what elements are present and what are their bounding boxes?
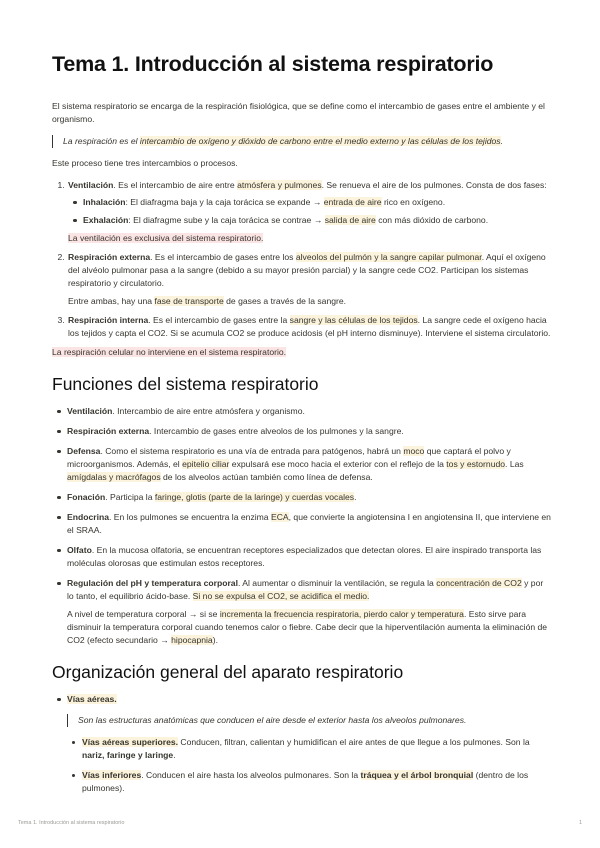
text: de gases a través de la sangre.	[223, 296, 347, 306]
term-ventilacion: Ventilación	[68, 180, 114, 190]
functions-list	[52, 405, 552, 647]
text: . Es el intercambio de aire entre	[113, 180, 238, 190]
text: . Intercambio de gases entre alveolos de los pulmones y la sangre.	[149, 426, 404, 436]
text: expulsará ese moco hacia el exterior con el reflejo de la	[229, 459, 447, 469]
term-inhalacion: Inhalación	[83, 197, 126, 207]
text: con más dióxido de carbono.	[375, 215, 489, 225]
text: ).	[212, 635, 218, 645]
term-respiracion-externa: Respiración externa	[68, 252, 151, 262]
term: Regulación del pH y temperatura corporal	[67, 578, 238, 588]
text: A nivel de temperatura corporal → si se	[67, 609, 220, 619]
highlight: concentración de CO2	[436, 578, 522, 588]
text: . Es el intercambio de gases entre la	[148, 315, 290, 325]
highlight: sangre y las células de los tejidos	[289, 315, 418, 325]
process-respiracion-interna	[67, 314, 552, 340]
bold-text: nariz, faringe y laringe	[82, 750, 174, 760]
page-title: Tema 1. Introducción al sistema respiratorio	[52, 52, 494, 76]
vias-inferiores	[82, 769, 552, 795]
ventilation-note: La ventilación es exclusiva del sistema respiratorio.	[68, 233, 264, 243]
highlight: incrementa la frecuencia respiratoria, pierdo calor y temperatura	[219, 609, 464, 619]
highlight: tos y estornudo	[446, 459, 506, 469]
process-respiracion-externa	[67, 251, 552, 308]
function-olfato	[67, 544, 552, 570]
term: Ventilación	[67, 406, 113, 416]
term: Vías inferiores	[82, 770, 142, 780]
term-exhalacion: Exhalación	[83, 215, 129, 225]
term-respiracion-interna: Respiración interna	[68, 315, 149, 325]
text: de los alveolos actúan también como línea de defensa.	[160, 472, 373, 482]
process-ventilacion	[67, 179, 552, 245]
text: : El diafragma baja y la caja torácica se expande →	[125, 197, 324, 207]
text: . Conducen el aire hasta los alveolos pulmonares. Son la	[141, 770, 361, 780]
cell-respiration-note: La respiración celular no interviene en el sistema respiratorio.	[52, 347, 287, 357]
bold-text: tráquea y el árbol bronquial	[360, 770, 474, 780]
text: Entre ambas, hay una	[68, 296, 155, 306]
organization-list	[52, 693, 552, 795]
highlight: alveolos del pulmón y la sangre capilar pulmonar	[295, 252, 482, 262]
function-endocrina	[67, 511, 552, 537]
text: . La sangre cede el oxígeno hacia los tejidos y capta el CO2. Si se acumula CO2 se produce acidosis (el pH interno disminuye). Interviene el sistema circulatorio.	[68, 315, 551, 338]
definition-quote	[52, 135, 552, 148]
function-regulacion	[67, 577, 552, 647]
function-defensa	[67, 445, 552, 484]
section-heading-organizacion: Organización general del aparato respiratorio	[52, 662, 404, 682]
term: Defensa	[67, 446, 101, 456]
text: . Al aumentar o disminuir la ventilación, se regula la	[237, 578, 437, 588]
vias-aereas-item	[67, 693, 552, 795]
term: Respiración externa	[67, 426, 150, 436]
document-page	[52, 50, 552, 802]
text: que captará el polvo y microorganismos. Además, el	[67, 446, 511, 469]
text: . Es el intercambio de gases entre los	[150, 252, 296, 262]
intro-paragraph: El sistema respiratorio se encarga de la respiración fisiológica, que se define como el intercambio de gases entre el ambiente y el organismo.	[52, 101, 545, 124]
text: y por lo tanto, el equilibrio ácido-base.	[67, 578, 544, 601]
process-list	[52, 179, 552, 340]
term: Olfato	[67, 545, 92, 555]
highlight: hipocapnia	[171, 635, 213, 645]
text: .	[173, 750, 176, 760]
highlight: fase de transporte	[154, 296, 224, 306]
text: Conducen, filtran, calientan y humidifican el aire antes de que llegue a los pulmones. Son la	[178, 737, 530, 747]
phases-list	[68, 196, 552, 227]
text: . Esto sirve para disminuir la temperatura corporal cuando tenemos calor o fiebre. Cabe decir que la hiperventilación aumenta la eliminación de CO2 (efecto secundario →	[67, 609, 548, 645]
quote-text: La respiración es el	[63, 136, 140, 146]
vias-sublist	[67, 736, 552, 795]
vias-aereas-quote: Son las estructuras anatómicas que conducen el aire desde el exterior hasta los alveolos pulmonares.	[67, 714, 552, 727]
text: (dentro de los pulmones).	[82, 770, 529, 793]
term-vias-aereas: Vías aéreas.	[67, 694, 117, 704]
text: . En los pulmones se encuentra la enzima	[109, 512, 271, 522]
text: . Intercambio de aire entre atmósfera y organismo.	[112, 406, 305, 416]
text: , que convierte la angiotensina I en angiotensina II, que interviene en el SRAA.	[67, 512, 551, 535]
highlight: atmósfera y pulmones	[237, 180, 322, 190]
text: . Aquí el oxígeno del alvéolo pulmonar pasa a la sangre (debido a su mayor presión parcial) y la sangre cede CO2. Participan los sistemas respiratorio y circulatorio.	[68, 252, 546, 288]
highlight: Si no se expulsa el CO2, se acidifica el medio.	[192, 591, 370, 601]
highlight: salida de aire	[324, 215, 376, 225]
process-intro: Este proceso tiene tres intercambios o procesos.	[52, 158, 238, 168]
text: . Como el sistema respiratorio es una vía de entrada para patógenos, habrá un	[100, 446, 404, 456]
text: . Las	[505, 459, 524, 469]
highlight: entrada de aire	[323, 197, 382, 207]
highlight: faringe, glotis (parte de la laringe) y cuerdas vocales	[154, 492, 355, 502]
vias-superiores	[82, 736, 552, 762]
highlight: moco	[403, 446, 425, 456]
highlight: ECA	[270, 512, 289, 522]
phase-exhalacion	[83, 214, 552, 227]
term: Fonación	[67, 492, 106, 502]
function-respiracion-externa	[67, 425, 552, 438]
page-number: 1	[578, 820, 582, 826]
highlight: amígdalas y macrófagos	[67, 472, 161, 482]
text: . Se renueva el aire de los pulmones. Consta de dos fases:	[321, 180, 547, 190]
quote-text-end: .	[500, 136, 503, 146]
term: Vías aéreas superiores.	[82, 737, 179, 747]
phase-inhalacion	[83, 196, 552, 209]
text: rico en oxígeno.	[381, 197, 446, 207]
footer-title: Tema 1. Introducción al sistema respiratorio	[18, 820, 125, 826]
page-footer	[18, 820, 582, 826]
term: Endocrina	[67, 512, 110, 522]
section-heading-funciones: Funciones del sistema respiratorio	[52, 374, 319, 394]
text: . Participa la	[105, 492, 155, 502]
text: . En la mucosa olfatoria, se encuentran receptores especializados que detectan olores. El aire inspirado transporta las moléculas olorosas que estimulan estos receptores.	[67, 545, 542, 568]
highlight: epitelio ciliar	[182, 459, 230, 469]
text: .	[354, 492, 357, 502]
quote-highlight: intercambio de oxígeno y dióxido de carbono entre el medio externo y las células de los tejidos	[139, 136, 501, 146]
function-ventilacion	[67, 405, 552, 418]
function-fonacion	[67, 491, 552, 504]
text: : El diafragme sube y la caja torácica se contrae →	[128, 215, 325, 225]
